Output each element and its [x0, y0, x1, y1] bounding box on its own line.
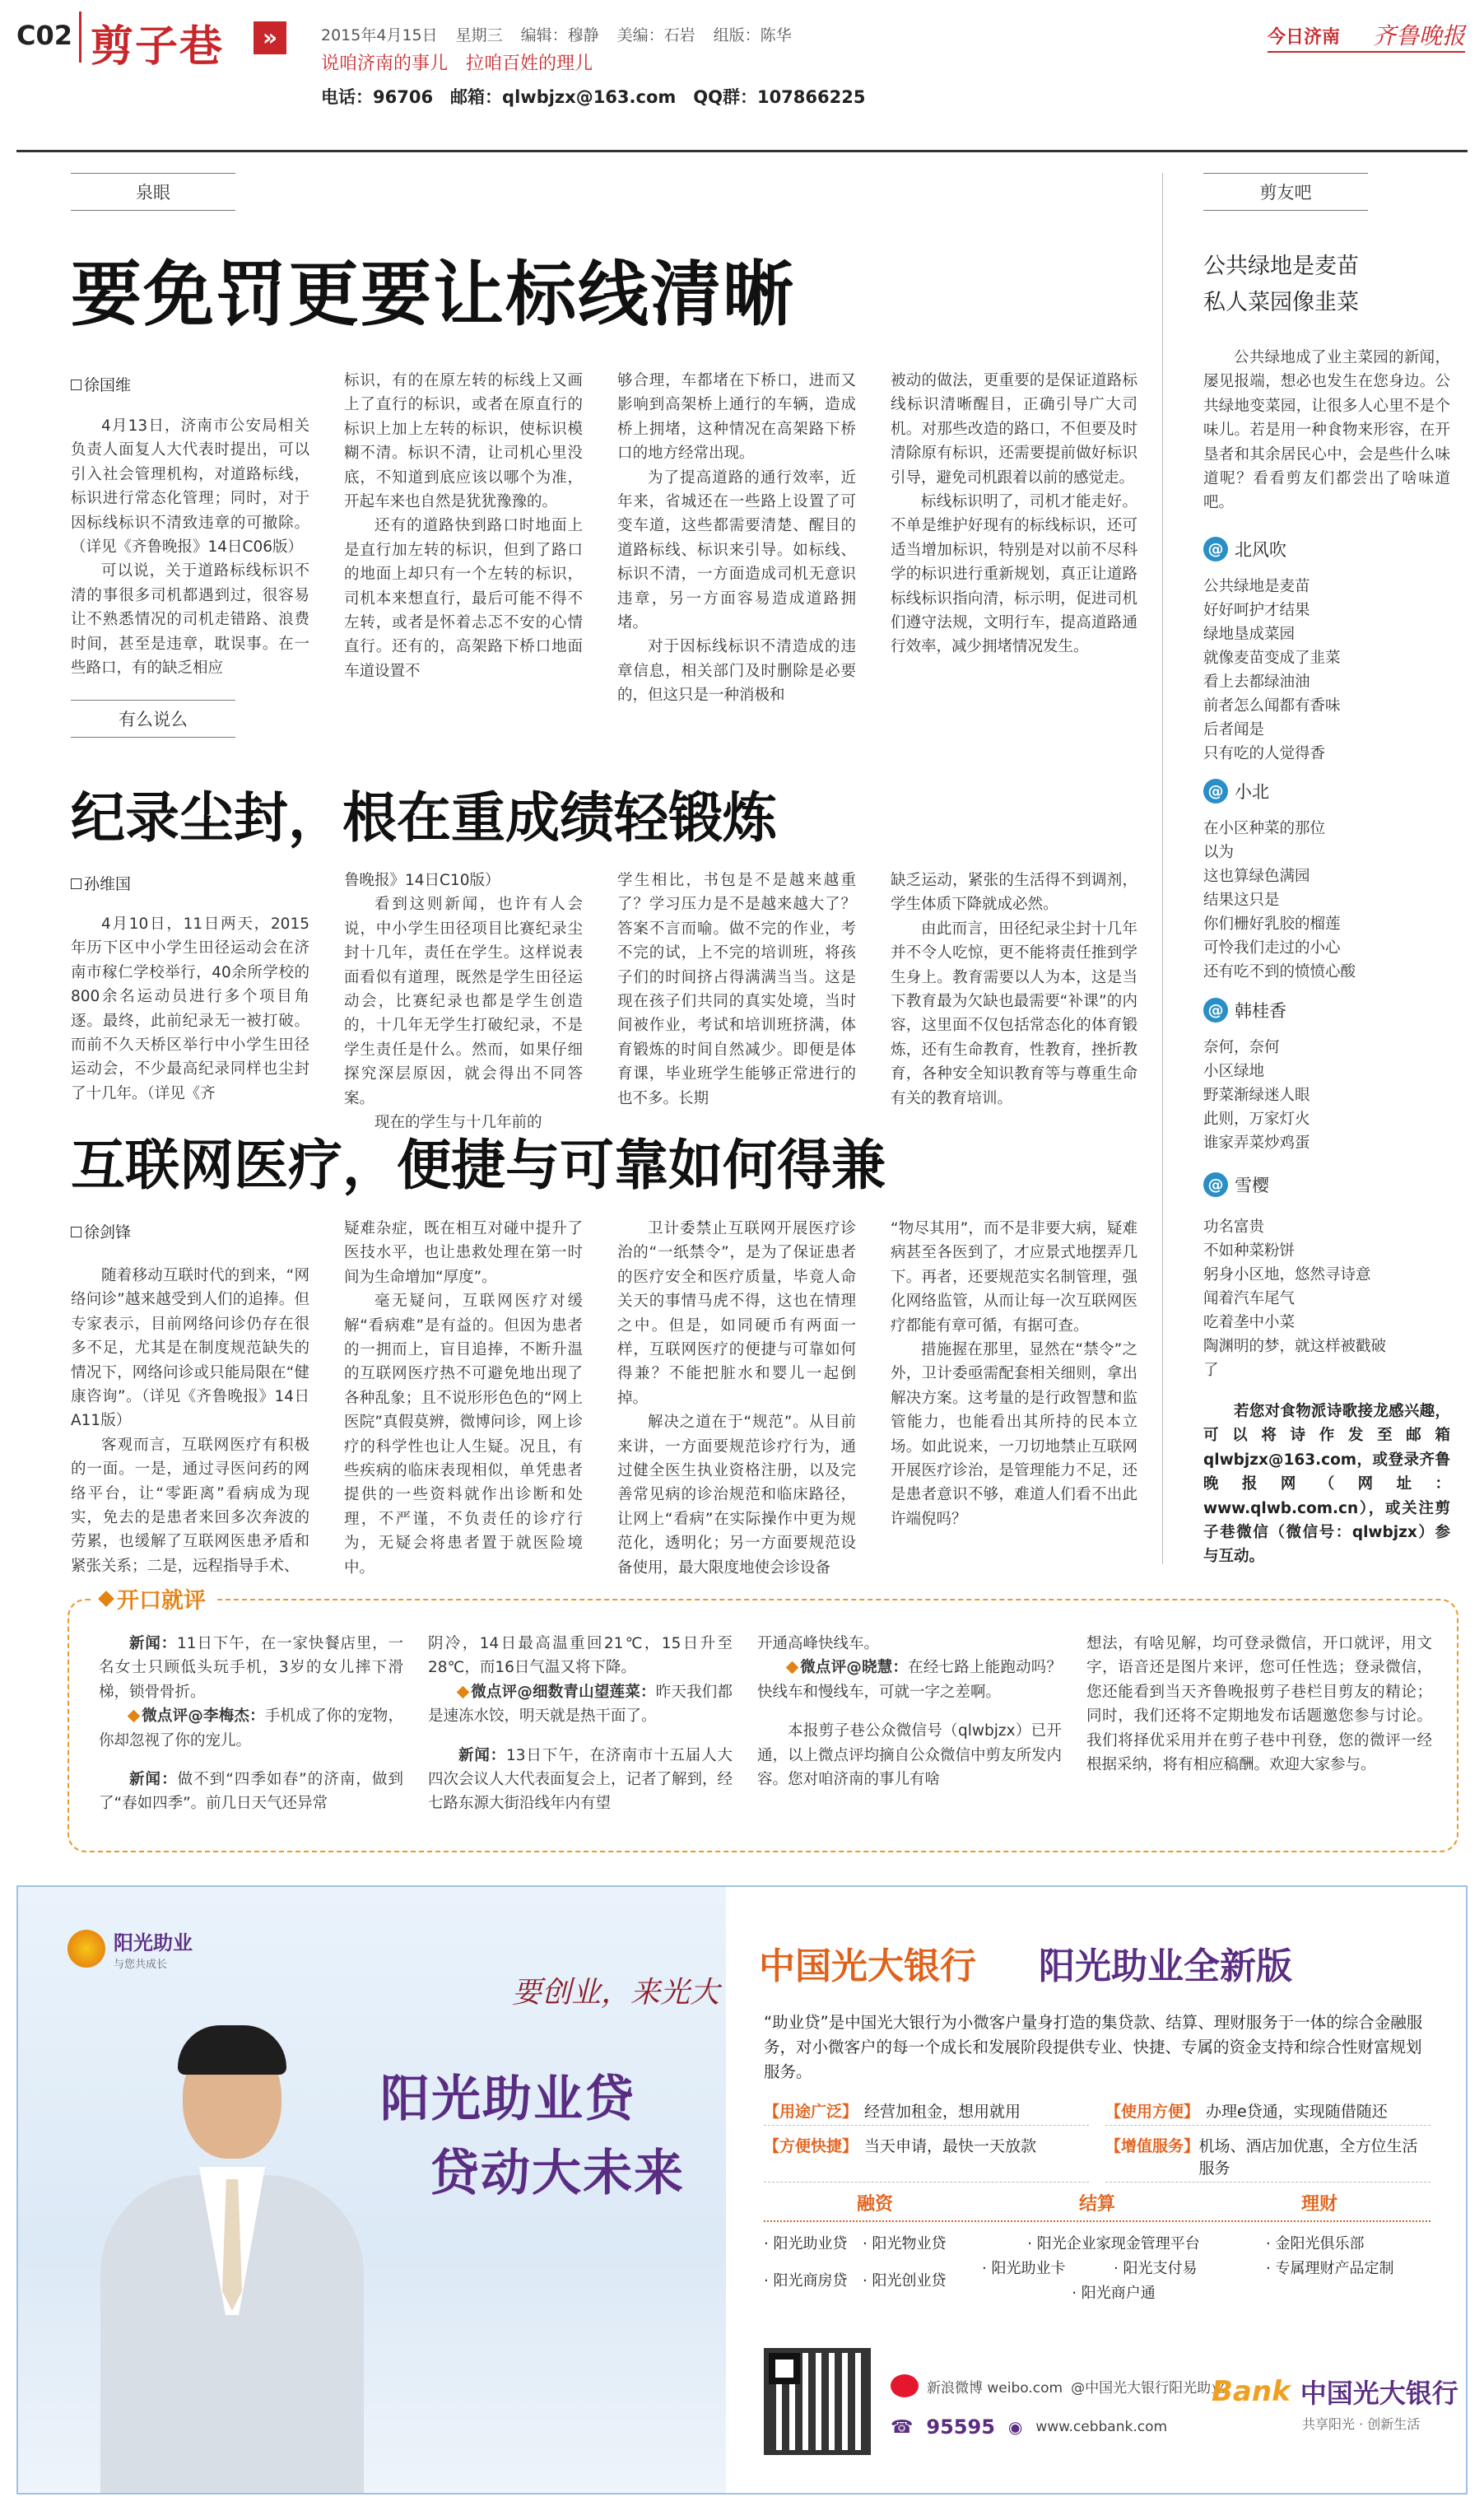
paragraph: 缺乏运动，紧张的生活得不到调剂，学生体质下降就成必然。	[891, 872, 1137, 914]
post-header-2	[1203, 779, 1269, 804]
paragraph: 客观而言，互联网医疗有积极的一面。一是，通过寻医问药的网络平台，让“零距离”看病成为现实，免去的是患者来回多次奔波的劳累，也缓解了互联网医患矛盾和紧张关系；二是，远程指导手术、	[71, 1436, 309, 1575]
article-3-col-2	[344, 1217, 583, 1577]
item-text: 本报剪子巷公众微信号（qlwbjzx）已开通，以上微点评均摘自公众微信中剪友所发内容。您对咱济南的事儿有啥	[757, 1722, 1063, 1789]
weibo-label: 新浪微博 weibo.com	[927, 2379, 1063, 2397]
paragraph: “物尽其用”，而不是非要大病，疑难病甚至各医到了，才应景式地摆弄几下。再者，还要规范实名制管理，强化网络监管，从而让每一次互联网医疗都能有章可循，有据可查。	[891, 1220, 1137, 1335]
paragraph: 标线标识明了，司机才能走好。不单是维护好现有的标线标识，还可适当增加标识，特别是对以前不尽科学的标识进行重新规划，真正让道路标线标识指向清，标示明，促进司机们遵守法规，文明行车，提高道路通行效率，减少拥堵情况发生。	[891, 493, 1137, 656]
item-text: 阴冷，14日最高温重回21℃，15日升至28℃，而16日气温又将下降。	[428, 1635, 733, 1677]
poem-line: 以为	[1203, 844, 1235, 861]
paper-logo: 齐鲁晚报	[1373, 22, 1466, 49]
paragraph: 学生相比，书包是不是越来越重了？学习压力是不是越来越大了？答案不言而喻。做不完的作业，考不完的试，上不完的培训班，将孩子们的时间挤占得满满当当。这是现在孩子们共同的真实处境，当时间被作业，考试和培训班挤满，体育锻炼的时间自然减少。即便是体育课，毕业班学生能够正常进行的也不多。长期	[617, 872, 856, 1107]
article-1-col-4	[891, 369, 1137, 656]
ad-person-image	[92, 2010, 372, 2493]
designer-credit: 美编：石岩	[616, 26, 695, 44]
paragraph: 若您对食物派诗歌接龙感兴趣，可以将诗作发至邮箱qlwbjzx@163.com，或登录齐鲁晚报网（网址：www.qlwb.com.cn），或关注剪子巷微信（微信号：qlwbjzx）参与互动。	[1203, 1403, 1450, 1566]
contact-line: 电话：96706 邮箱：qlwbjzx@163.com QQ群：107866225	[321, 87, 866, 107]
sidebar-intro	[1203, 346, 1450, 519]
poem-line: 了	[1203, 1362, 1219, 1379]
byline-article-1: 徐国维	[71, 373, 131, 395]
ad-product-title: 阳光助业全新版	[1039, 1945, 1292, 1987]
ad-slogan-script: 要创业，来光大	[512, 1976, 720, 2010]
poem-line: 绿地垦成菜园	[1203, 626, 1296, 643]
poem-line: 你们栅好乳胶的榴莲	[1203, 915, 1341, 933]
feature-item: 【方便快捷】 当天申请，最快一天放款	[764, 2134, 1089, 2183]
article-1-col-2	[344, 369, 583, 680]
hotline-info	[891, 2415, 1167, 2439]
poem-line: 陶渊明的梦，就这样被戳破	[1203, 1338, 1387, 1355]
paragraph: 措施握在那里，显然在“禁令”之外，卫计委亟需配套相关细则，拿出解决方案。这考量的是行政智慧和监管能力，也能看出其所持的民本立场。如此说来，一刀切地禁止互联网开展医疗诊治，是管理能力不足，还是患者意识不够，难道人们看不出此许端倪吗？	[891, 1341, 1137, 1528]
poem-line: 好好呵护才结果	[1203, 602, 1310, 619]
poem-line: 看上去都绿油油	[1203, 673, 1310, 691]
category-head: 理财	[1300, 2194, 1337, 2215]
category-head: 结算	[1078, 2194, 1115, 2215]
person-hair	[178, 2025, 286, 2075]
item-text: 昨天我们都是速冻水饺，明天就是热干面了。	[428, 1683, 733, 1726]
paragraph: 还有的道路快到路口时地面上是直行加左转的标识，但到了路口的地面上却只有一个左转的标识，司机本来想直行，最后可能不得不左转，或者是怀着忐忑不安的心情直行。还有的，高架路下桥口地面车道设置不	[344, 517, 583, 680]
category-lists	[764, 2232, 1431, 2306]
headline-article-3: 互联网医疗，便捷与可靠如何得兼	[71, 1134, 886, 1197]
post-poem-3	[1203, 1036, 1310, 1155]
poem-line: 公共绿地是麦苗	[1203, 578, 1310, 595]
masthead-meta	[321, 23, 792, 45]
masthead-rule-right	[1268, 51, 1465, 53]
ad-banner	[16, 1885, 1468, 2495]
weibo-handle[interactable]: @中国光大银行阳光助业	[1071, 2379, 1226, 2397]
paragraph: 解决之道在于“规范”。从目前来讲，一方面要规范诊疗行为，通过健全医生执业资格注册，以及完善常见病的诊治规范和临床路径，让网上“看病”在实际操作中更为规范化，透明化；另一方面要规范设备使用，最大限度地使会诊设备	[617, 1414, 856, 1577]
bank-logo-slogan: 共享阳光 · 创新生活	[1302, 2416, 1421, 2432]
item-lead: 微点评@晓慧：	[800, 1659, 909, 1677]
proof-credit: 组版：陈华	[713, 26, 792, 44]
paragraph: 现在的学生与十几年前的	[374, 1114, 542, 1132]
item-lead: 微点评@细数青山望莲菜：	[471, 1683, 656, 1701]
post-poem-4	[1203, 1215, 1450, 1382]
item-lead: 新闻：	[129, 1771, 178, 1789]
article-3-col-4	[891, 1217, 1137, 1563]
ad-logo	[67, 1926, 193, 1971]
item-text: 手机成了你的宠物，你却忽视了你的宠儿。	[99, 1707, 403, 1749]
byline-article-3: 徐剑锋	[71, 1220, 131, 1242]
article-3-col-3	[617, 1217, 856, 1577]
feature-item: 【用途广泛】 经营加租金，想用就用	[764, 2099, 1089, 2126]
item-lead: 新闻：	[129, 1635, 178, 1652]
poem-line: 躬身小区地，悠然寻诗意	[1203, 1266, 1371, 1283]
paragraph: 4月10日，11日两天，2015年历下区中小学生田径运动会在济南市稼仁学校举行，40余所学校的800余名运动员进行多个项目角逐。最终，此前纪录无一被打破。而前不久天桥区举行中小学生田径运动会，不少最高纪录同样也尘封了十几年。（详见《齐	[71, 915, 309, 1102]
paragraph: 看到这则新闻，也许有人会说，中小学生田径项目比赛纪录尘封十几年，责任在学生。这样说表面看似有道理，既然是学生田径运动会，比赛纪录也都是学生创造的，十几年无学生打破纪录，不是学生责任是什么。然而，如果仔细探究深层原因，就会得出不同答案。	[344, 896, 583, 1107]
item-text: 想法，有啥见解，均可登录微信，开口就评，用文字，语音还是图片来评，您可任性选；登录微信，您还能看到当天齐鲁晚报剪子巷栏目剪友的精论；同时，我们还将不定期地发布话题邀您参与讨论。我们将择优采用并在剪子巷中刊登，您的微评一经根据采纳，将有相应稿酬。欢迎大家参与。	[1086, 1635, 1432, 1774]
diamond-icon	[98, 1591, 114, 1607]
masthead	[0, 0, 1484, 140]
ad-big-line-2: 贷动大未来	[430, 2145, 685, 2202]
paragraph: 被动的做法，更重要的是保证道路标线标识清晰醒目，正确引导广大司机。对那些改造的路口，不但要及时清除原有标识，还需要提前做好标识引导，避免司机跟着以前的感觉走。	[891, 372, 1137, 487]
category-list: · 金阳光俱乐部 · 专属理财产品定制	[1266, 2235, 1394, 2277]
post-username: 雪樱	[1235, 1176, 1269, 1195]
category-heads	[764, 2190, 1431, 2222]
sidebar-outro	[1203, 1400, 1450, 1564]
ad-categories	[764, 2190, 1431, 2306]
poem-line: 就像麦苗变成了韭菜	[1203, 650, 1341, 667]
paragraph: 为了提高道路的通行效率，近年来，省城还在一些路上设置了可变车道，这些都需要清楚、醒目的道路标线、标识来引导。如标线、标识不清，一方面造成司机无意识违章，另一方面容易造成道路拥堵。	[617, 468, 856, 632]
poem-line: 后者闻是	[1203, 721, 1265, 738]
poem-line: 可怜我们走过的小心	[1203, 939, 1341, 957]
category-head: 融资	[856, 2194, 893, 2215]
poem-line: 此则，万家灯火	[1203, 1111, 1310, 1128]
ad-desc: “助业贷”是中国光大银行为小微客户量身打造的集贷款、结算、理财服务于一体的综合金融服务，对小微客户的每一个成长和发展阶段提供专业、快捷、专属的资金支持和综合性财富规划服务。	[764, 2013, 1423, 2081]
hotline-number: 95595	[926, 2415, 995, 2439]
column-rule	[1162, 173, 1163, 1564]
article-2-col-1	[71, 912, 309, 1102]
category-list: · 阳光企业家现金管理平台 · 阳光助业卡 · 阳光支付易 · 阳光商户通	[982, 2235, 1200, 2302]
paragraph: 疑难杂症，既在相互对碰中提升了医技水平，也让患救处理在第一时间为生命增加“厚度”。	[344, 1220, 583, 1286]
qr-finder	[769, 2353, 800, 2384]
article-3-col-1	[71, 1264, 309, 1575]
at-icon: @	[1203, 537, 1228, 561]
feature-item: 【增值服务】 机场、酒店加优惠，全方位生活服务	[1105, 2134, 1431, 2183]
paragraph: 对于因标线标识不清造成的违章信息，相关部门及时删除是必要的，但这只是一种消极和	[617, 638, 856, 705]
paragraph: 鲁晚报》14日C10版）	[344, 872, 500, 889]
kaikou-col-3	[757, 1632, 1062, 1838]
ad-features	[764, 2099, 1431, 2183]
headline-article-2: 纪录尘封，根在重成绩轻锻炼	[71, 786, 777, 850]
bank-logo-mark: Bank	[1212, 2375, 1291, 2408]
dot-icon	[457, 1686, 470, 1699]
post-header-1	[1203, 537, 1286, 561]
post-header-4	[1203, 1172, 1269, 1197]
at-icon: @	[1203, 998, 1228, 1023]
poem-line: 谁家弄菜炒鸡蛋	[1203, 1134, 1310, 1152]
phone-icon: ☎	[891, 2416, 914, 2438]
dot-icon	[786, 1661, 799, 1675]
poem-line: 还有吃不到的愤愤心酸	[1203, 963, 1356, 981]
poem-line: 吃着垄中小菜	[1203, 1314, 1296, 1331]
sun-logo-icon	[67, 1930, 105, 1968]
paragraph: 由此而言，田径纪录尘封十几年并不令人吃惊，更不能将责任推到学生身上。教育需要以人为本，这是当下教育最为欠缺也最需要“补课”的内容，这里面不仅包括常态化的体育锻炼，还有生命教育，性教育，挫折教育，各种安全知识教育等与尊重生命有关的教育培训。	[891, 920, 1137, 1107]
chevron-icon: »	[254, 21, 286, 54]
globe-icon: ◉	[1007, 2417, 1023, 2437]
section-name: 剪子巷	[91, 22, 225, 72]
kaikou-col-2	[428, 1632, 733, 1838]
article-1-col-3	[617, 369, 856, 705]
bank-logo	[1212, 2373, 1458, 2411]
post-header-3	[1203, 998, 1286, 1023]
post-username: 韩桂香	[1235, 1001, 1286, 1021]
bank-logo-name: 中国光大银行	[1300, 2378, 1458, 2409]
item-text: 做不到“四季如春”的济南，做到了“春如四季”。前几日天气还异常	[99, 1771, 403, 1813]
byline-article-2: 孙维国	[71, 872, 131, 894]
sidebar-title-line-1: 公共绿地是麦苗	[1203, 254, 1359, 279]
item-text: 11日下午，在一家快餐店里，一名女士只顾低头玩手机，3岁的女儿摔下滑梯，锁骨骨折。	[99, 1635, 403, 1701]
masthead-rule	[16, 150, 1468, 152]
paragraph: 随着移动互联时代的到来，“网络问诊”越来越受到人们的追捧。但专家表示，目前网络问诊仍存在很多不足，尤其是在制度规范缺失的情况下，网络问诊或只能局限在“健康咨询”。（详见《齐鲁晚报》14日A11版）	[71, 1267, 309, 1430]
post-poem-1	[1203, 575, 1341, 766]
poem-line: 结果这只是	[1203, 892, 1280, 909]
issue-weekday: 星期三	[455, 26, 503, 44]
article-2-col-3	[617, 869, 856, 1107]
today-jinan-label: 今日济南	[1268, 27, 1341, 48]
headline-article-1: 要免罚更要让标线清晰	[71, 254, 795, 336]
kaikou-title: 开口就评	[92, 1582, 214, 1614]
ad-logo-text: 阳光助业	[114, 1931, 193, 1954]
sidebar-title-line-2: 私人菜园像韭菜	[1203, 290, 1359, 315]
post-username: 小北	[1235, 782, 1269, 802]
kaikou-col-4	[1086, 1632, 1432, 1838]
item-lead: 微点评@李梅杰：	[142, 1707, 265, 1726]
item-text: 开通高峰快线车。	[757, 1635, 880, 1652]
poem-line: 小区绿地	[1203, 1063, 1265, 1080]
issue-date: 2015年4月15日	[321, 26, 438, 44]
dot-icon	[128, 1710, 141, 1723]
item-lead: 新闻：	[458, 1746, 507, 1764]
kaikou-col-1	[99, 1632, 403, 1838]
paragraph: 4月13日，济南市公安局相关负责人面复人大代表时提出，可以引入社会管理机构，对道路标线，标识进行常态化管理；同时，对于因标线标识不清致违章的可撤除。（详见《齐鲁晚报》14日C06版）	[71, 417, 309, 557]
section-label-youduo: 有么说么	[71, 700, 235, 738]
paragraph: 公共绿地成了业主菜园的新闻，屡见报端，想必也发生在您身边。公共绿地变菜园，让很多人心里不是个味儿。若是用一种食物来形容，在开垦者和其余居民心中，会是些什么味道呢？看看剪友们都尝出了啥味道吧。	[1203, 349, 1450, 512]
item-text: 在经七路上能跑动吗？快线车和慢线车，可就一字之差啊。	[757, 1659, 1062, 1701]
poem-line: 在小区种菜的那位	[1203, 820, 1326, 837]
editor-credit: 编辑：穆静	[520, 26, 599, 44]
poem-line: 野菜渐绿迷人眼	[1203, 1087, 1310, 1104]
ad-bank-title: 中国光大银行	[759, 1945, 976, 1987]
poem-line: 奈何，奈何	[1203, 1039, 1280, 1056]
paragraph: 标识，有的在原左转的标线上又画上了直行的标识，或者在原直行的标识上加上左转的标识，使标识模糊不清。标识不清，让司机心里没底，不知道到底应该以哪个为准，开起车来也自然是犹犹豫豫的。	[344, 372, 583, 511]
paragraph: 可以说，关于道路标线标识不清的事很多司机都遇到过，很容易让不熟悉情况的司机走错路、浪费时间，甚至是违章，耽误事。在一些路口，有的缺乏相应	[71, 562, 309, 678]
poem-line: 不如种菜粉饼	[1203, 1242, 1296, 1260]
article-2-col-2	[344, 869, 583, 1132]
item-text: 13日下午，在济南市十五届人大四次会议人大代表面复会上，记者了解到，经七路东源大街沿线年内有望	[428, 1746, 733, 1813]
section-label-quanyan: 泉眼	[71, 173, 235, 211]
section-label-jianyouba: 剪友吧	[1203, 173, 1368, 211]
masthead-divider	[79, 12, 81, 63]
feature-item: 【使用方便】 办理e贷通，实现随借随还	[1105, 2099, 1431, 2126]
bank-website[interactable]: www.cebbank.com	[1035, 2419, 1168, 2435]
post-poem-2	[1203, 817, 1356, 984]
at-icon: @	[1203, 779, 1228, 804]
ad-big-line-1: 阳光助业贷	[380, 2071, 635, 2128]
ad-logo-sub: 与您共成长	[114, 1959, 168, 1971]
weibo-icon	[891, 2374, 919, 2397]
poem-line: 功名富贵	[1203, 1218, 1265, 1236]
paragraph: 毫无疑问，互联网医疗对缓解“看病难”是有益的。但因为患者的一拥而上，盲目追捧，不断升温的互联网医疗热不可避免地出现了各种乱象；且不说形形色色的“网上医院”真假莫辨，微博问诊，网上诊疗的科学性也让人生疑。况且，有些疾病的临床表现相似，单凭患者提供的一些资料就作出诊断和处理，不严谨，不负责任的诊疗行为，无疑会将患者置于就医险境中。	[344, 1293, 583, 1577]
category-list: · 阳光助业贷 · 阳光物业贷 · 阳光商房贷 · 阳光创业贷	[764, 2235, 947, 2290]
poem-line: 这也算绿色满园	[1203, 868, 1310, 885]
sidebar-title	[1203, 249, 1359, 321]
weibo-info	[891, 2374, 1225, 2397]
tagline: 说咱济南的事儿 拉咱百姓的理儿	[321, 54, 593, 74]
page-code: C02	[16, 20, 73, 51]
at-icon: @	[1203, 1172, 1228, 1197]
poem-line: 闻着汽车尾气	[1203, 1290, 1296, 1307]
paragraph: 够合理，车都堵在下桥口，进而又影响到高架桥上通行的车辆，造成桥上拥堵，这种情况在高架路下桥口的地方经常出现。	[617, 372, 856, 463]
paragraph: 卫计委禁止互联网开展医疗诊治的“一纸禁令”，是为了保证患者的医疗安全和医疗质量，毕竟人命关天的事情马虎不得，这也在情理之中。但是，如同硬币有两面一样，互联网医疗的便捷与可靠如何得兼？不能把脏水和婴儿一起倒掉。	[617, 1220, 856, 1407]
poem-line: 前者怎么闻都有香味	[1203, 697, 1341, 715]
post-username: 北风吹	[1235, 540, 1286, 560]
article-1-col-1	[71, 414, 309, 678]
poem-line: 只有吃的人觉得香	[1203, 745, 1326, 762]
article-2-col-4	[891, 869, 1137, 1107]
